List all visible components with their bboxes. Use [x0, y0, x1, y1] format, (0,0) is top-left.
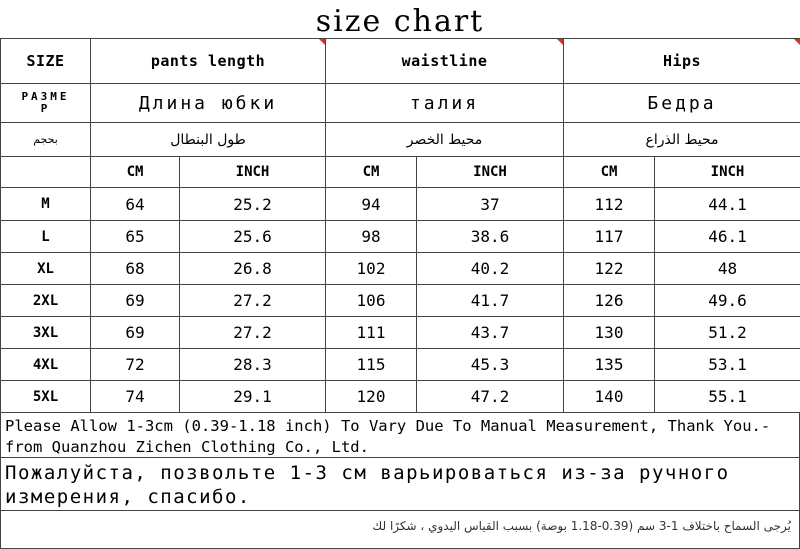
table-row: [1, 317, 800, 349]
hips-cm-cell: 130: [564, 317, 655, 349]
table-row: [1, 221, 800, 253]
hips-cm-cell: 140: [564, 381, 655, 413]
corner-marker: [557, 39, 563, 45]
header-row-en: [1, 39, 800, 84]
header-size-ru: РАЗМЕ Р: [1, 84, 91, 123]
unit-cm: CM: [326, 157, 417, 188]
header-pants-length: pants length: [91, 39, 326, 84]
header-waistline-ar: محيط الخصر: [326, 123, 564, 157]
pants-cm-cell: 74: [91, 381, 180, 413]
hips-inch-cell: 48: [655, 253, 800, 285]
hips-inch-cell: 51.2: [655, 317, 800, 349]
unit-inch: INCH: [655, 157, 800, 188]
size-cell: 4XL: [1, 349, 91, 381]
pants-cm-cell: 69: [91, 317, 180, 349]
waist-inch-cell: 37: [417, 188, 564, 221]
table-row: [1, 188, 800, 221]
unit-inch: INCH: [180, 157, 326, 188]
pants-inch-cell: 25.2: [180, 188, 326, 221]
measurement-note-en: Please Allow 1-3cm (0.39-1.18 inch) To Vary Due To Manual Measurement, Thank You.-from Quanzhou Zichen Clothing Co., Ltd.: [0, 413, 800, 458]
pants-inch-cell: 27.2: [180, 285, 326, 317]
header-hips-ar: محيط الذراع: [564, 123, 800, 157]
header-waistline: waistline: [326, 39, 564, 84]
table-row: [1, 253, 800, 285]
pants-cm-cell: 68: [91, 253, 180, 285]
waist-inch-cell: 38.6: [417, 221, 564, 253]
measurement-note-ar-text: يُرجى السماح باختلاف 1-3 سم (0.39-1.18 بوصة) بسبب القياس اليدوي ، شكرًا لك: [372, 519, 791, 533]
pants-cm-cell: 69: [91, 285, 180, 317]
waist-cm-cell: 120: [326, 381, 417, 413]
pants-inch-cell: 27.2: [180, 317, 326, 349]
unit-blank: [1, 157, 91, 188]
pants-cm-cell: 72: [91, 349, 180, 381]
waist-cm-cell: 106: [326, 285, 417, 317]
header-size-ar: بحجم: [1, 123, 91, 157]
pants-cm-cell: 65: [91, 221, 180, 253]
header-size: SIZE: [1, 39, 91, 84]
waist-inch-cell: 47.2: [417, 381, 564, 413]
pants-inch-cell: 29.1: [180, 381, 326, 413]
pants-inch-cell: 25.6: [180, 221, 326, 253]
hips-inch-cell: 44.1: [655, 188, 800, 221]
size-cell: L: [1, 221, 91, 253]
header-hips: Hips: [564, 39, 800, 84]
waist-cm-cell: 115: [326, 349, 417, 381]
table-row: [1, 381, 800, 413]
header-row-ar: [1, 123, 800, 157]
header-pants-length-ru: Длина юбки: [91, 84, 326, 123]
pants-inch-cell: 26.8: [180, 253, 326, 285]
unit-row: [1, 157, 800, 188]
waist-inch-cell: 43.7: [417, 317, 564, 349]
waist-cm-cell: 102: [326, 253, 417, 285]
waist-cm-cell: 94: [326, 188, 417, 221]
measurement-note-ar: [0, 511, 800, 549]
size-cell: XL: [1, 253, 91, 285]
header-waistline-ru: талия: [326, 84, 564, 123]
hips-inch-cell: 55.1: [655, 381, 800, 413]
size-cell: 5XL: [1, 381, 91, 413]
size-cell: 2XL: [1, 285, 91, 317]
waist-inch-cell: 45.3: [417, 349, 564, 381]
corner-marker: [794, 39, 800, 45]
table-row: [1, 349, 800, 381]
waist-inch-cell: 41.7: [417, 285, 564, 317]
header-row-ru: [1, 84, 800, 123]
unit-inch: INCH: [417, 157, 564, 188]
hips-cm-cell: 112: [564, 188, 655, 221]
measurement-note-ru: Пожалуйста, позвольте 1-3 см варьироваться из-за ручного измерения, спасибо.: [0, 458, 800, 511]
unit-cm: CM: [564, 157, 655, 188]
size-cell: M: [1, 188, 91, 221]
hips-inch-cell: 53.1: [655, 349, 800, 381]
pants-cm-cell: 64: [91, 188, 180, 221]
hips-inch-cell: 46.1: [655, 221, 800, 253]
table-row: [1, 285, 800, 317]
hips-inch-cell: 49.6: [655, 285, 800, 317]
size-cell: 3XL: [1, 317, 91, 349]
size-table: [0, 38, 800, 413]
header-pants-length-ar: طول البنطال: [91, 123, 326, 157]
pants-inch-cell: 28.3: [180, 349, 326, 381]
unit-cm: CM: [91, 157, 180, 188]
waist-inch-cell: 40.2: [417, 253, 564, 285]
hips-cm-cell: 126: [564, 285, 655, 317]
waist-cm-cell: 98: [326, 221, 417, 253]
waist-cm-cell: 111: [326, 317, 417, 349]
corner-marker: [319, 39, 325, 45]
chart-title: size chart: [315, 4, 485, 39]
header-hips-ru: Бедра: [564, 84, 800, 123]
hips-cm-cell: 117: [564, 221, 655, 253]
hips-cm-cell: 122: [564, 253, 655, 285]
hips-cm-cell: 135: [564, 349, 655, 381]
